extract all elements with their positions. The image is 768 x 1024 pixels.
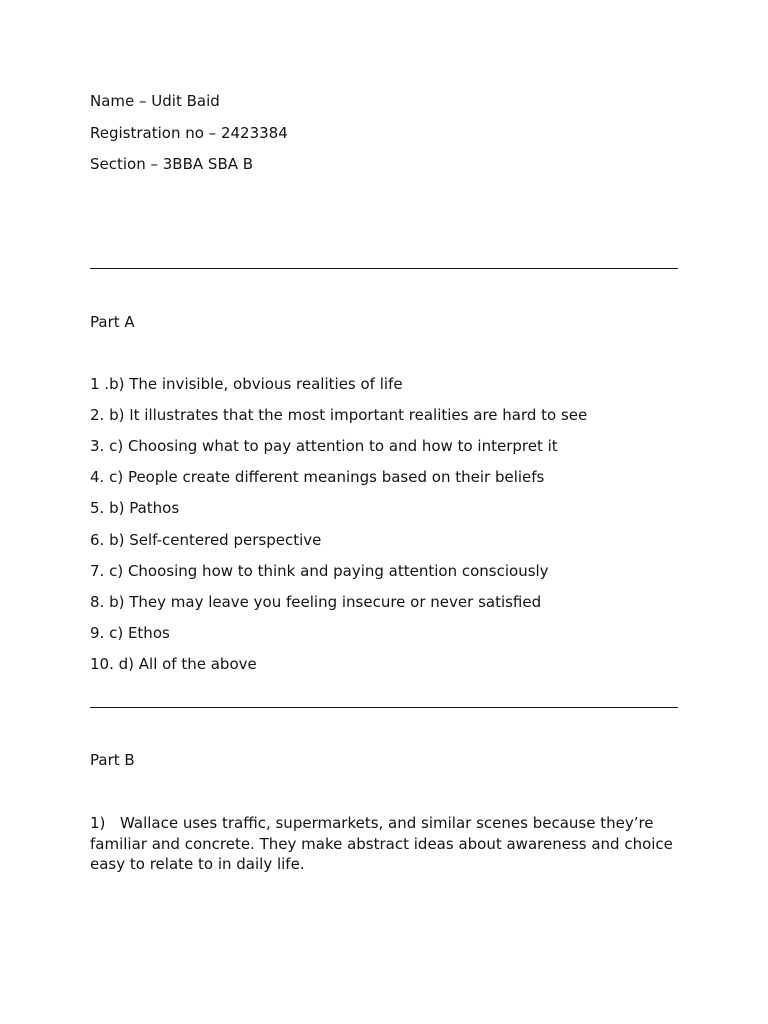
part-a-answer-3: 3. c) Choosing what to pay attention to and how to interpret it [90,437,558,455]
part-a-answer-7: 7. c) Choosing how to think and paying attention consciously [90,562,549,580]
part-a-answer-9: 9. c) Ethos [90,624,170,642]
registration-number: Registration no – 2423384 [90,124,288,142]
part-a-answer-8: 8. b) They may leave you feeling insecure or never satisfied [90,593,542,611]
student-name: Name – Udit Baid [90,92,220,110]
part-a-answer-10: 10. d) All of the above [90,655,257,673]
part-b-answer-text: Wallace uses traffic, supermarkets, and similar scenes because they’re familiar and concrete. They make abstract ideas about awareness and choice easy to relate to in daily life. [90,814,673,873]
divider-top [90,268,678,269]
part-a-answer-6: 6. b) Self-centered perspective [90,531,322,549]
part-a-answer-1: 1 .b) The invisible, obvious realities of life [90,375,403,393]
part-b-heading: Part B [90,751,135,769]
part-a-answer-4: 4. c) People create different meanings based on their beliefs [90,468,545,486]
section: Section – 3BBA SBA B [90,155,254,173]
part-a-heading: Part A [90,313,135,331]
part-a-answer-2: 2. b) It illustrates that the most important realities are hard to see [90,406,588,424]
part-b-answer-number: 1) [90,814,106,832]
part-a-answer-5: 5. b) Pathos [90,499,180,517]
divider-bottom [90,707,678,708]
part-b-answer-1 [90,813,680,875]
